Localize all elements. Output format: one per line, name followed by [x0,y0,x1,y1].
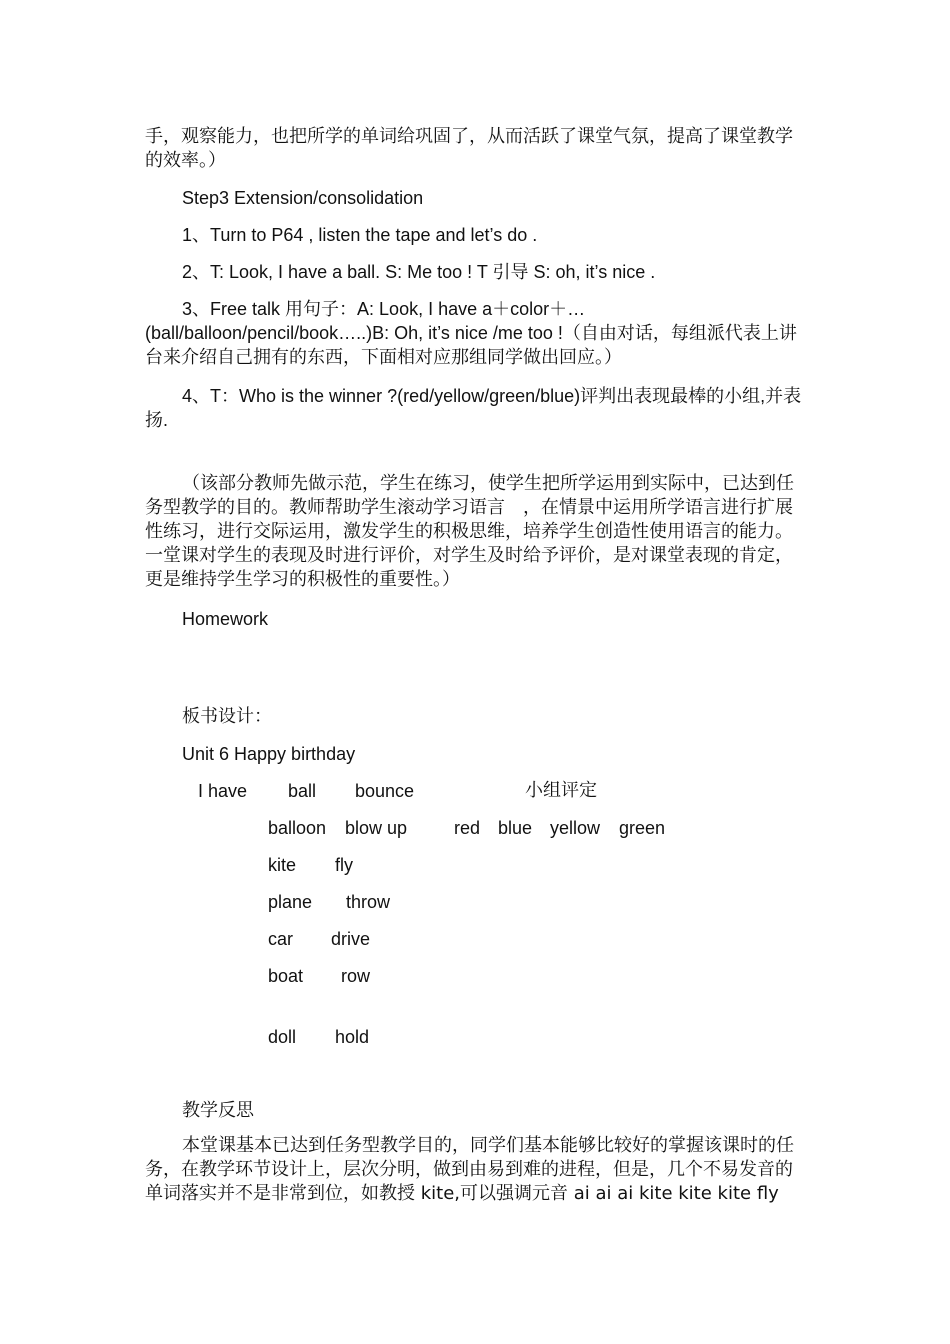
color-word: yellow [550,818,601,838]
item-3: 3、Free talk 用句子：A: Look, I have a＋color＋… [182,299,586,319]
color-word: red [454,818,481,838]
word-noun: boat [268,966,304,986]
homework-label: Homework [182,609,269,629]
item-2: 2、T: Look, I have a ball. S: Me too ! T 引导 S: oh, it’s nice . [182,262,656,282]
group-eval-label: 小组评定 [525,780,597,801]
item-1: 1、Turn to P64 , listen the tape and let’s do . [182,225,538,245]
commentary-paragraph: （该部分教师先做示范，学生在练习，使学生把所学运用到实际中，已达到任务型教学的目的。教师帮助学生滚动学习语言 ，在情景中运用所学语言进行扩展性练习，进行交际运用，激发学生的积极思维，培养学生创造性使用语言的能力。一堂课对学生的表现及时进行评价，对学生及时给予评价，是对课堂表现的肯定，更是维持学生学习的积极性的重要性。） [145,473,794,590]
board-design-heading: 板书设计： [182,706,272,727]
word-verb: drive [331,929,371,949]
word-verb: bounce [355,781,415,801]
word-verb: blow up [345,818,408,838]
word-noun: kite [268,855,297,875]
word-verb: row [341,966,371,986]
reflection-paragraph: 本堂课基本已达到任务型教学目的，同学们基本能够比较好的掌握该课时的任务，在教学环节设计上，层次分明，做到由易到难的进程，但是，几个不易发音的单词落实并不是非常到位，如教授 kite,可以强调元音 ai ai ai kite kite kite fly [145,1135,794,1204]
word-noun: ball [288,781,317,801]
color-word: blue [498,818,533,838]
word-verb: throw [346,892,391,912]
intro-paragraph: 手，观察能力，也把所学的单词给巩固了，从而活跃了课堂气氛，提高了课堂教学的效率。） [145,126,793,171]
word-verb: fly [335,855,353,875]
i-have-label: I have [198,781,248,801]
word-noun: car [268,929,294,949]
word-verb: hold [335,1027,370,1047]
word-noun: doll [268,1027,297,1047]
unit-title: Unit 6 Happy birthday [182,744,356,764]
word-noun: balloon [268,818,327,838]
step3-heading: Step3 Extension/consolidation [182,188,424,208]
color-word: green [619,818,666,838]
item-4: 4、T：Who is the winner ?(red/yellow/green/blue)评判出表现最棒的小组,并表扬. [145,386,802,430]
word-noun: plane [268,892,313,912]
item-3-continuation: (ball/balloon/pencil/book…..)B: Oh, it’s nice /me too !（自由对话，每组派代表上讲台来介绍自己拥有的东西，下面相对应那组同学做出回应。） [145,323,797,367]
reflection-heading: 教学反思 [182,1100,254,1121]
